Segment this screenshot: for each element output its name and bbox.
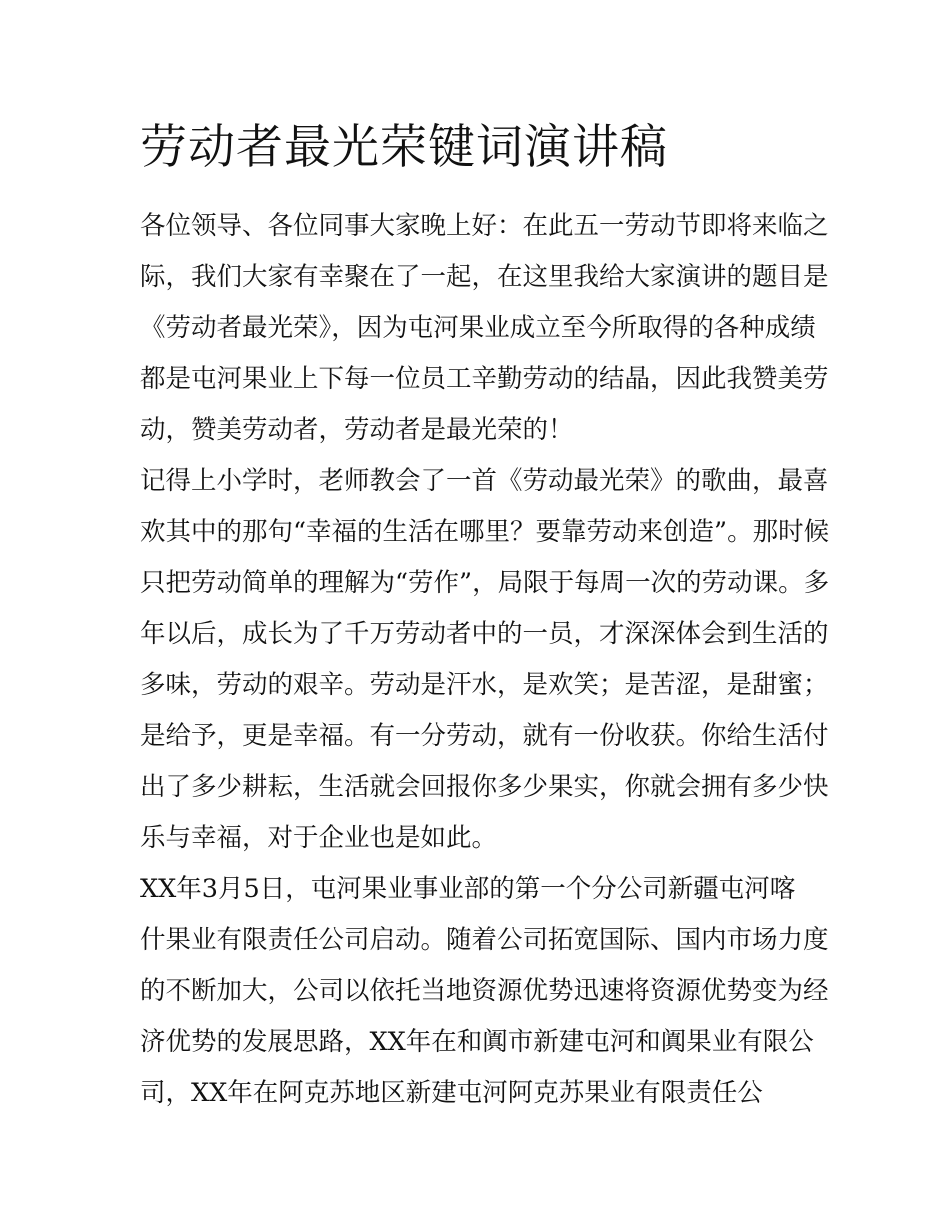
text-line: 都是屯河果业上下每一位员工辛勤劳动的结晶，因此我赞美劳 bbox=[140, 364, 829, 394]
text-line: 各位领导、各位同事大家晚上好：在此五一劳动节即将来临之 bbox=[140, 211, 829, 241]
text-line: 什果业有限责任公司启动。随着公司拓宽国际、国内市场力度 bbox=[140, 925, 829, 955]
text-line: 际，我们大家有幸聚在了一起，在这里我给大家演讲的题目是 bbox=[140, 262, 829, 292]
text-line: 只把劳动简单的理解为“劳作”，局限于每周一次的劳动课。多 bbox=[140, 568, 830, 598]
text-line: 《劳动者最光荣》，因为屯河果业成立至今所取得的各种成绩 bbox=[140, 313, 816, 343]
text-line: 司，XX年在阿克苏地区新建屯河阿克苏果业有限责任公 bbox=[140, 1078, 763, 1108]
text-line: 济优势的发展思路，XX年在和阗市新建屯河和阗果业有限公 bbox=[140, 1027, 814, 1057]
text-line: 多味，劳动的艰辛。劳动是汗水，是欢笑；是苦涩，是甜蜜； bbox=[140, 670, 829, 700]
document-body bbox=[140, 201, 830, 1119]
text-line: 记得上小学时，老师教会了一首《劳动最光荣》的歌曲，最喜 bbox=[140, 466, 829, 496]
text-line: 出了多少耕耘，生活就会回报你多少果实，你就会拥有多少快 bbox=[140, 772, 829, 802]
document-title: 劳动者最光荣键词演讲稿 bbox=[140, 120, 668, 175]
text-line: 乐与幸福，对于企业也是如此。 bbox=[140, 823, 498, 853]
text-line: XX年3月5日，屯河果业事业部的第一个分公司新疆屯河喀 bbox=[140, 874, 796, 904]
text-line: 年以后，成长为了千万劳动者中的一员，才深深体会到生活的 bbox=[140, 619, 829, 649]
text-line: 是给予，更是幸福。有一分劳动，就有一份收获。你给生活付 bbox=[140, 721, 829, 751]
text-line: 动，赞美劳动者，劳动者是最光荣的！ bbox=[140, 415, 574, 445]
text-line: 的不断加大，公司以依托当地资源优势迅速将资源优势变为经 bbox=[140, 976, 829, 1006]
text-line: 欢其中的那句“幸福的生活在哪里？要靠劳动来创造”。那时候 bbox=[140, 517, 830, 547]
